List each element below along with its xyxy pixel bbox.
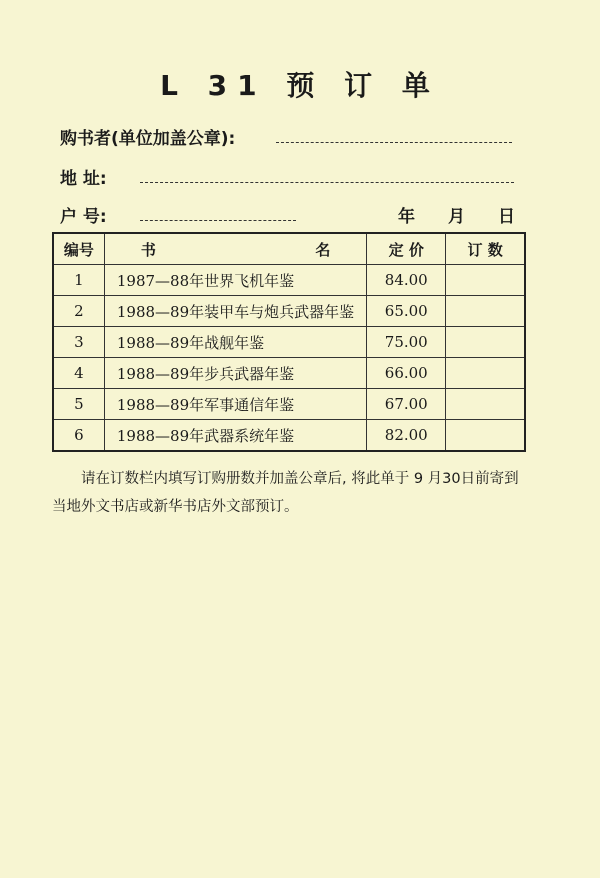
buyer-field (60, 124, 235, 149)
row-name: 1988—89年步兵武器年鉴 (104, 358, 366, 389)
row-name: 1988—89年装甲车与炮兵武器年鉴 (104, 296, 366, 327)
row-name: 1988—89年武器系统年鉴 (104, 420, 366, 452)
address-label: 地 址: (60, 169, 107, 189)
table-row (53, 358, 525, 389)
form-title: L 31 预 订 单 (160, 69, 440, 102)
header-qty: 订 数 (446, 233, 525, 265)
buyer-input-line[interactable] (276, 142, 512, 143)
row-qty-input[interactable] (446, 265, 525, 296)
account-label: 户 号: (60, 207, 107, 227)
row-name: 1987—88年世界飞机年鉴 (104, 265, 366, 296)
row-price: 67.00 (367, 389, 446, 420)
table-header-row (53, 233, 525, 265)
header-price: 定 价 (367, 233, 446, 265)
row-name: 1988—89年战舰年鉴 (104, 327, 366, 358)
table-row (53, 296, 525, 327)
row-qty-input[interactable] (446, 358, 525, 389)
date-year: 年 (398, 207, 415, 227)
row-qty-input[interactable] (446, 420, 525, 452)
row-price: 84.00 (367, 265, 446, 296)
header-name (104, 233, 366, 265)
row-no: 2 (53, 296, 104, 327)
table-row (53, 327, 525, 358)
table-row (53, 265, 525, 296)
account-input-line[interactable] (140, 220, 296, 221)
header-name-a: 书 (140, 240, 156, 259)
instruction-note: 请在订数栏内填写订购册数并加盖公章后, 将此单于 9 月30日前寄到当地外文书店或新华书店外文部预订。 (52, 471, 519, 515)
row-no: 4 (53, 358, 104, 389)
row-name: 1988—89年军事通信年鉴 (104, 389, 366, 420)
address-field (60, 164, 107, 189)
row-price: 65.00 (367, 296, 446, 327)
table-row (53, 420, 525, 452)
row-qty-input[interactable] (446, 327, 525, 358)
order-table (52, 232, 526, 452)
row-price: 66.00 (367, 358, 446, 389)
table-row (53, 389, 525, 420)
row-no: 3 (53, 327, 104, 358)
header-no: 编号 (53, 233, 104, 265)
buyer-label: 购书者(单位加盖公章): (60, 129, 236, 149)
row-no: 6 (53, 420, 104, 452)
row-price: 75.00 (367, 327, 446, 358)
row-price: 82.00 (367, 420, 446, 452)
address-input-line[interactable] (140, 182, 514, 183)
header-name-b: 名 (315, 240, 331, 259)
date-month: 月 (448, 207, 465, 227)
date-day: 日 (498, 207, 515, 227)
row-qty-input[interactable] (446, 296, 525, 327)
account-field (60, 202, 107, 227)
row-no: 5 (53, 389, 104, 420)
row-no: 1 (53, 265, 104, 296)
row-qty-input[interactable] (446, 389, 525, 420)
